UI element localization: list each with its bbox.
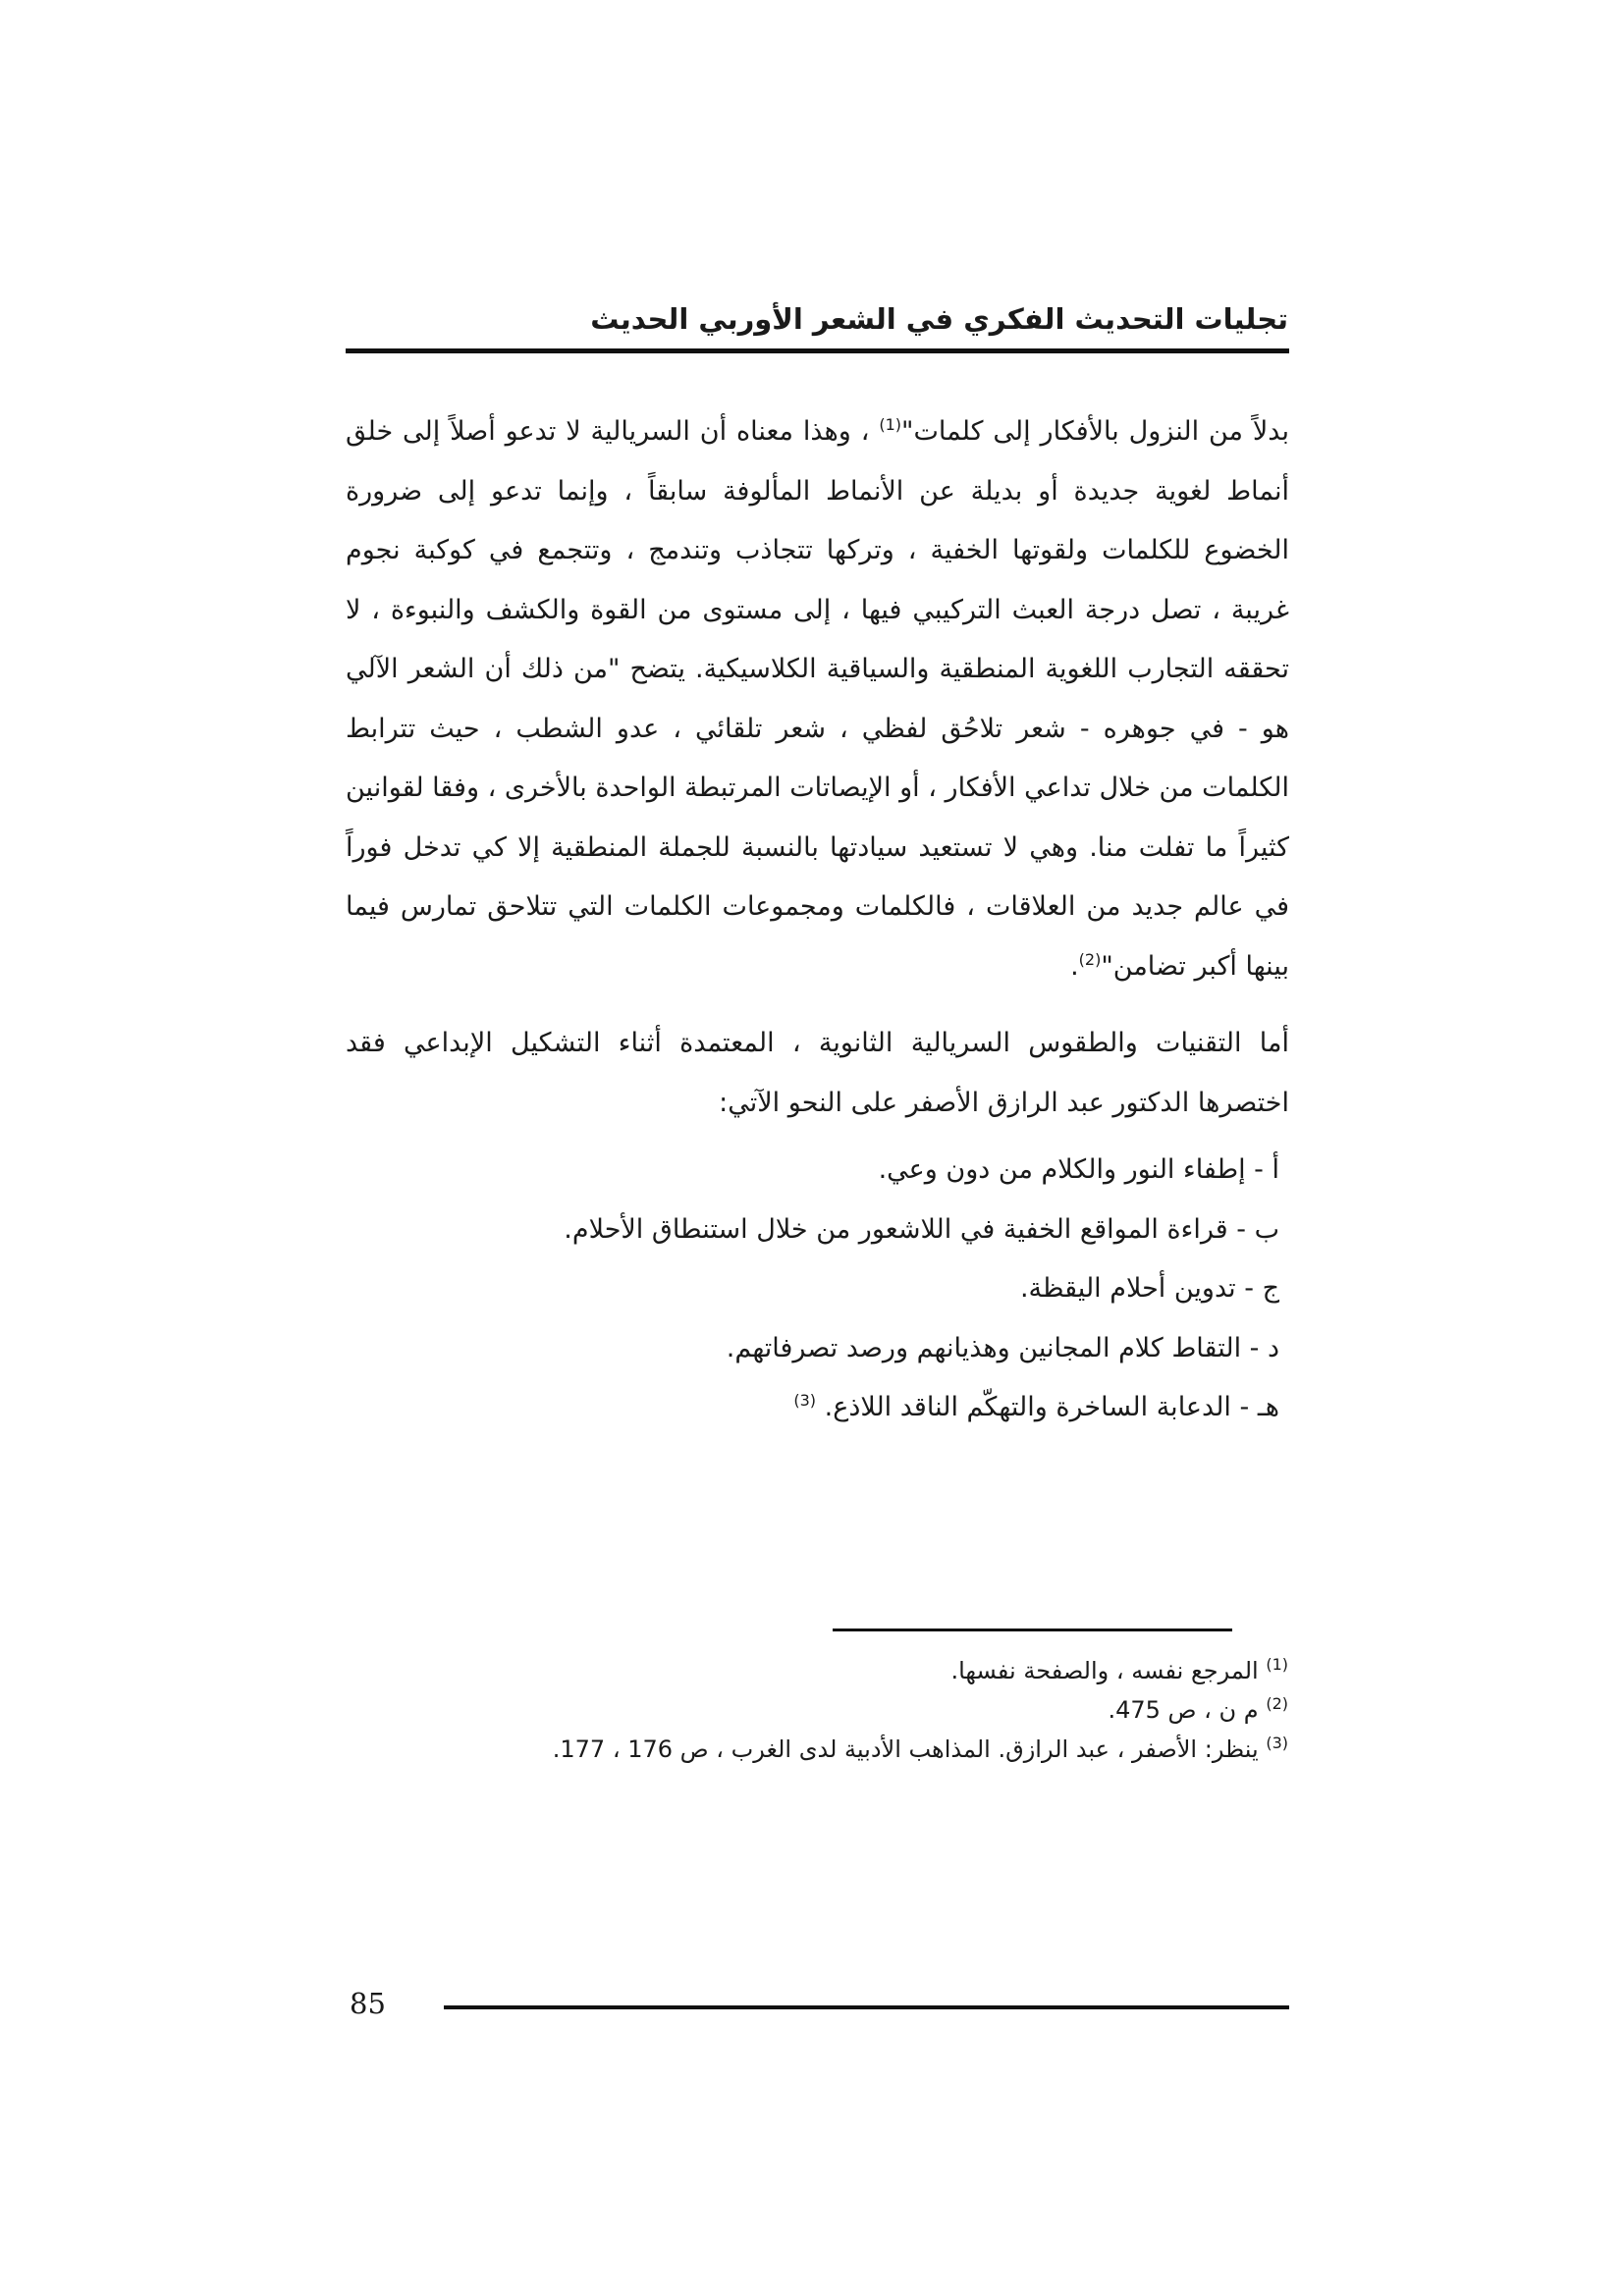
list-item: ب - قراءة المواقع الخفية في اللاشعور من خلال استنطاق الأحلام. (564, 1213, 1279, 1245)
footnotes (553, 1651, 1288, 1769)
footnote-ref-1: (1) (879, 415, 902, 434)
footnote-mark: (2) (1266, 1694, 1288, 1713)
footnote-text: م ن ، ص 475. (1108, 1696, 1259, 1724)
list-item-text: هـ - الدعابة الساخرة والتهكّم الناقد اللاذع. (824, 1392, 1279, 1422)
paragraph-2: أما التقنيات والطقوس السريالية الثانوية ، المعتمدة أثناء التشكيل الإبداعي فقد اختصرها الدكتور عبد الرازق الأصفر على النحو الآتي: (346, 1028, 1289, 1118)
footnote-separator (833, 1629, 1232, 1631)
list-item: ج - تدوين أحلام اليقظة. (1019, 1273, 1279, 1304)
footnote-3 (553, 1730, 1288, 1769)
footnote-text: المرجع نفسه ، والصفحة نفسها. (950, 1657, 1259, 1684)
footer-rule (444, 2005, 1289, 2009)
footnote-mark: (3) (1266, 1734, 1288, 1752)
footnote-ref-3: (3) (793, 1391, 817, 1410)
paragraph-1-part-a: بدلاً من النزول بالأفكار إلى كلمات" (901, 416, 1289, 447)
list-item: أ - إطفاء النور والكلام من دون وعي. (878, 1154, 1279, 1185)
header-rule (346, 348, 1289, 353)
techniques-list (346, 1141, 1289, 1438)
list-item: د - التقاط كلام المجانين وهذيانهم ورصد تصرفاتهم. (726, 1332, 1279, 1363)
footnote-ref-2: (2) (1078, 949, 1102, 969)
footnote-1 (553, 1651, 1288, 1690)
footnote-text: ينظر: الأصفر ، عبد الرازق. المذاهب الأدبية لدى الغرب ، ص 176 ، 177. (552, 1735, 1259, 1763)
list-item (346, 1378, 1279, 1438)
running-header-title: تجليات التحديث الفكري في الشعر الأوربي الحديث (590, 302, 1288, 336)
paragraph-1-part-b: ، وهذا معناه أن السريالية لا تدعو أصلاً إلى خلق أنماط لغوية جديدة أو بديلة عن الأنماط المألوفة سابقاً ، وإنما تدعو إلى ضرورة الخضوع للكلمات ولقوتها الخفية ، وتركها تتجاذب وتندمج ، وتتجمع في كوكبة نجوم غريبة ، تصل درجة العبث التركيبي فيها ، إلى مستوى من القوة والكشف والنبوءة ، لا تحققه التجارب اللغوية المنطقية والسياقية الكلاسيكية. يتضح "من ذلك أن الشعر الآلي هو - في جوهره - شعر تلاحُق لفظي ، شعر تلقائي ، عدو الشطب ، حيث تترابط الكلمات من خلال تداعي الأفكار ، أو الإيصاتات المرتبطة الواحدة بالأخرى ، وفقا لقوانين كثيراً ما تفلت منا. وهي لا تستعيد سيادتها بالنسبة للجملة المنطقية إلا كي تدخل فوراً في عالم جديد من العلاقات ، فالكلمات ومجموعات الكلمات التي تتلاحق تمارس فيما بينها أكبر تضامن" (346, 416, 1289, 982)
paragraph-1 (346, 402, 1289, 996)
page-number: 85 (350, 1987, 386, 2020)
footnote-2 (553, 1690, 1288, 1730)
paragraph-1-part-c: . (1070, 950, 1079, 982)
main-text (346, 402, 1289, 1438)
footnote-mark: (1) (1266, 1655, 1288, 1674)
